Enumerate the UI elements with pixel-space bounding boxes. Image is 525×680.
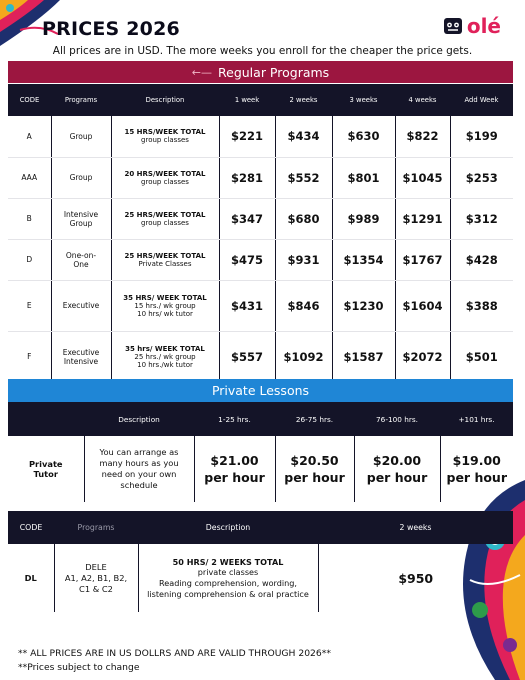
price-cell bbox=[395, 198, 450, 239]
price-cell bbox=[395, 239, 450, 280]
label-line: Tutor bbox=[33, 469, 58, 479]
price-value: $822 bbox=[406, 129, 439, 144]
col-101-hrs: +101 hrs. bbox=[440, 402, 513, 436]
program-cell bbox=[51, 116, 111, 157]
col-2-weeks: 2 weeks bbox=[275, 84, 332, 116]
regular-programs-title: Regular Programs bbox=[218, 64, 330, 80]
desc-total: 35 hrs/ WEEK TOTAL bbox=[125, 344, 205, 353]
code-value: F bbox=[27, 352, 32, 361]
desc-line: private classes bbox=[197, 566, 259, 577]
desc-line: Private Classes bbox=[138, 259, 192, 268]
page-subtitle: All prices are in USD. The more weeks you enroll for the cheaper the price gets. bbox=[52, 45, 473, 57]
col-1-week: 1 week bbox=[219, 84, 275, 116]
price-value: $1092 bbox=[283, 349, 324, 364]
price-value: $1767 bbox=[402, 252, 443, 267]
desc-total: 25 HRS/WEEK TOTAL bbox=[124, 251, 206, 260]
description-cell bbox=[111, 157, 219, 198]
code-value: A bbox=[26, 131, 32, 141]
code-value: D bbox=[26, 255, 33, 264]
dele-program-table bbox=[8, 511, 513, 612]
price-value: $1045 bbox=[402, 170, 443, 185]
private-tutor-label bbox=[8, 436, 84, 502]
desc-line: schedule bbox=[120, 480, 158, 490]
desc-total: 35 HRS/ WEEK TOTAL bbox=[123, 293, 207, 302]
price-value: $312 bbox=[465, 211, 498, 226]
private-tutor-row bbox=[8, 436, 513, 502]
price-value: $1230 bbox=[343, 298, 384, 313]
mask-icon bbox=[443, 16, 463, 36]
desc-line: 10 hrs/ wk tutor bbox=[137, 309, 193, 318]
code-value: B bbox=[26, 214, 32, 223]
price-value: $931 bbox=[287, 252, 320, 267]
validity-note: ** ALL PRICES ARE IN US DOLLRS AND ARE VALID THROUGH 2026** bbox=[18, 648, 331, 659]
code-cell bbox=[8, 198, 51, 239]
price-cell bbox=[275, 239, 332, 280]
price-cell bbox=[450, 280, 513, 331]
col-2-weeks: 2 weeks bbox=[318, 511, 513, 544]
price-value: $1354 bbox=[343, 252, 384, 267]
price-value: $19.00 bbox=[452, 453, 501, 468]
dele-description bbox=[138, 544, 318, 612]
program-row bbox=[8, 116, 513, 157]
program-line: Group bbox=[69, 218, 93, 228]
price-cell bbox=[450, 116, 513, 157]
program-line: A1, A2, B1, B2, bbox=[64, 572, 128, 583]
price-cell bbox=[194, 436, 275, 502]
desc-line: 15 hrs./ wk group bbox=[134, 301, 196, 310]
desc-line: Reading comprehension, wording, bbox=[159, 577, 297, 588]
price-cell bbox=[332, 280, 395, 331]
private-lessons-band bbox=[8, 379, 513, 402]
col-description: Description bbox=[84, 402, 194, 436]
per-hour-label: per hour bbox=[446, 470, 507, 485]
program-line: Executive bbox=[62, 347, 100, 357]
logo-text: olé bbox=[466, 14, 501, 38]
page-title: PRICES 2026 bbox=[42, 18, 180, 40]
regular-header-row bbox=[8, 84, 513, 116]
price-value: $475 bbox=[230, 252, 263, 267]
per-hour-label: per hour bbox=[366, 470, 428, 485]
col-1-25-hrs: 1-25 hrs. bbox=[194, 402, 275, 436]
price-cell bbox=[450, 198, 513, 239]
program-cell bbox=[51, 331, 111, 382]
price-cell bbox=[219, 157, 275, 198]
price-value: $680 bbox=[287, 211, 320, 226]
price-cell bbox=[332, 239, 395, 280]
col-code: CODE bbox=[8, 84, 51, 116]
price-value: $801 bbox=[347, 170, 380, 185]
private-header-row bbox=[8, 402, 513, 436]
price-value: $281 bbox=[230, 170, 263, 185]
label-line: Private bbox=[28, 459, 63, 469]
program-row bbox=[8, 331, 513, 382]
col-4-weeks: 4 weeks bbox=[395, 84, 450, 116]
price-value: $347 bbox=[230, 211, 263, 226]
program-cell bbox=[51, 239, 111, 280]
description-cell bbox=[111, 239, 219, 280]
price-cell bbox=[219, 331, 275, 382]
desc-total: 50 HRS/ 2 WEEKS TOTAL bbox=[172, 556, 284, 567]
code-value: E bbox=[26, 301, 32, 310]
price-cell bbox=[395, 116, 450, 157]
desc-total: 15 HRS/WEEK TOTAL bbox=[124, 128, 206, 137]
program-line: Intensive bbox=[63, 356, 99, 366]
price-value: $2072 bbox=[402, 349, 443, 364]
dele-header-row bbox=[8, 511, 513, 544]
price-value: $253 bbox=[465, 170, 498, 185]
price-cell bbox=[275, 157, 332, 198]
program-line: Group bbox=[69, 131, 93, 141]
desc-line: You can arrange as bbox=[99, 447, 179, 457]
price-value: $434 bbox=[287, 129, 320, 144]
dele-program bbox=[54, 544, 138, 612]
price-cell bbox=[395, 280, 450, 331]
code-cell bbox=[8, 280, 51, 331]
price-cell bbox=[395, 157, 450, 198]
desc-total: 20 HRS/WEEK TOTAL bbox=[124, 169, 206, 178]
col-3-weeks: 3 weeks bbox=[332, 84, 395, 116]
code-cell bbox=[8, 331, 51, 382]
desc-line: group classes bbox=[141, 218, 189, 227]
code-value: DL bbox=[24, 573, 37, 583]
program-row bbox=[8, 198, 513, 239]
desc-line: group classes bbox=[141, 177, 189, 186]
price-cell bbox=[219, 280, 275, 331]
price-value: $1291 bbox=[402, 211, 443, 226]
code-cell bbox=[8, 157, 51, 198]
program-line: Intensive bbox=[63, 209, 99, 219]
col-programs: Programs bbox=[54, 511, 138, 544]
price-value: $221 bbox=[230, 129, 263, 144]
program-line: DELE bbox=[85, 561, 107, 572]
price-value: $989 bbox=[347, 211, 380, 226]
program-row bbox=[8, 157, 513, 198]
price-cell bbox=[275, 280, 332, 331]
price-value: $431 bbox=[230, 298, 263, 313]
price-value: $557 bbox=[230, 349, 263, 364]
col-add-week: Add Week bbox=[450, 84, 513, 116]
col-blank bbox=[8, 402, 84, 436]
program-row bbox=[8, 239, 513, 280]
program-line: One bbox=[73, 259, 89, 269]
price-cell bbox=[275, 198, 332, 239]
price-cell bbox=[450, 331, 513, 382]
price-cell bbox=[219, 239, 275, 280]
desc-line: many hours as you bbox=[99, 458, 179, 468]
program-cell bbox=[51, 198, 111, 239]
col-description: Description bbox=[111, 84, 219, 116]
program-row bbox=[8, 280, 513, 331]
price-value: $388 bbox=[465, 298, 498, 313]
price-cell bbox=[450, 157, 513, 198]
price-cell bbox=[332, 331, 395, 382]
program-cell bbox=[51, 157, 111, 198]
program-line: C1 & C2 bbox=[79, 583, 113, 594]
price-cell bbox=[395, 331, 450, 382]
price-value: $199 bbox=[465, 129, 498, 144]
code-cell bbox=[8, 239, 51, 280]
desc-line: 25 hrs./ wk group bbox=[134, 352, 196, 361]
price-value: $950 bbox=[398, 570, 434, 586]
arrow-left-icon: ←— bbox=[191, 65, 213, 79]
price-value: $428 bbox=[465, 252, 498, 267]
price-value: $20.00 bbox=[372, 453, 422, 468]
private-lessons-title: Private Lessons bbox=[211, 383, 310, 398]
code-value: AAA bbox=[21, 173, 38, 182]
private-lessons-table bbox=[8, 402, 513, 502]
price-value: $501 bbox=[465, 349, 498, 364]
dele-row bbox=[8, 544, 513, 612]
description-cell bbox=[111, 116, 219, 157]
price-value: $1587 bbox=[343, 349, 384, 364]
price-cell bbox=[219, 198, 275, 239]
price-cell bbox=[440, 436, 513, 502]
desc-line: listening comprehension & oral practice bbox=[147, 588, 309, 599]
col-programs: Programs bbox=[51, 84, 111, 116]
price-cell bbox=[354, 436, 440, 502]
program-line: Executive bbox=[62, 301, 100, 310]
private-tutor-description bbox=[84, 436, 194, 502]
dele-price bbox=[318, 544, 513, 612]
price-value: $1604 bbox=[402, 298, 443, 313]
price-value: $21.00 bbox=[210, 453, 259, 468]
col-description: Description bbox=[138, 511, 318, 544]
price-cell bbox=[275, 331, 332, 382]
program-line: One-on- bbox=[65, 250, 97, 260]
price-value: $630 bbox=[347, 129, 380, 144]
brand-logo bbox=[443, 14, 501, 38]
desc-line: need on your own bbox=[101, 469, 177, 479]
price-value: $20.50 bbox=[290, 453, 339, 468]
price-cell bbox=[275, 116, 332, 157]
price-cell bbox=[332, 116, 395, 157]
desc-line: group classes bbox=[141, 136, 189, 145]
regular-programs-band bbox=[8, 61, 513, 83]
price-value: $846 bbox=[287, 298, 320, 313]
price-value: $552 bbox=[287, 170, 320, 185]
regular-programs-table bbox=[8, 84, 513, 383]
desc-total: 25 HRS/WEEK TOTAL bbox=[124, 210, 206, 219]
dele-code bbox=[8, 544, 54, 612]
per-hour-label: per hour bbox=[204, 470, 265, 485]
price-cell bbox=[275, 436, 354, 502]
price-cell bbox=[450, 239, 513, 280]
program-cell bbox=[51, 280, 111, 331]
per-hour-label: per hour bbox=[284, 470, 345, 485]
col-code: CODE bbox=[8, 511, 54, 544]
price-cell bbox=[332, 198, 395, 239]
code-cell bbox=[8, 116, 51, 157]
price-change-note: **Prices subject to change bbox=[18, 662, 140, 673]
col-26-75-hrs: 26-75 hrs. bbox=[275, 402, 354, 436]
program-line: Group bbox=[69, 173, 93, 182]
description-cell bbox=[111, 280, 219, 331]
price-cell bbox=[219, 116, 275, 157]
price-cell bbox=[332, 157, 395, 198]
col-76-100-hrs: 76-100 hrs. bbox=[354, 402, 440, 436]
description-cell bbox=[111, 198, 219, 239]
description-cell bbox=[111, 331, 219, 382]
desc-line: 10 hrs./wk tutor bbox=[137, 360, 193, 369]
